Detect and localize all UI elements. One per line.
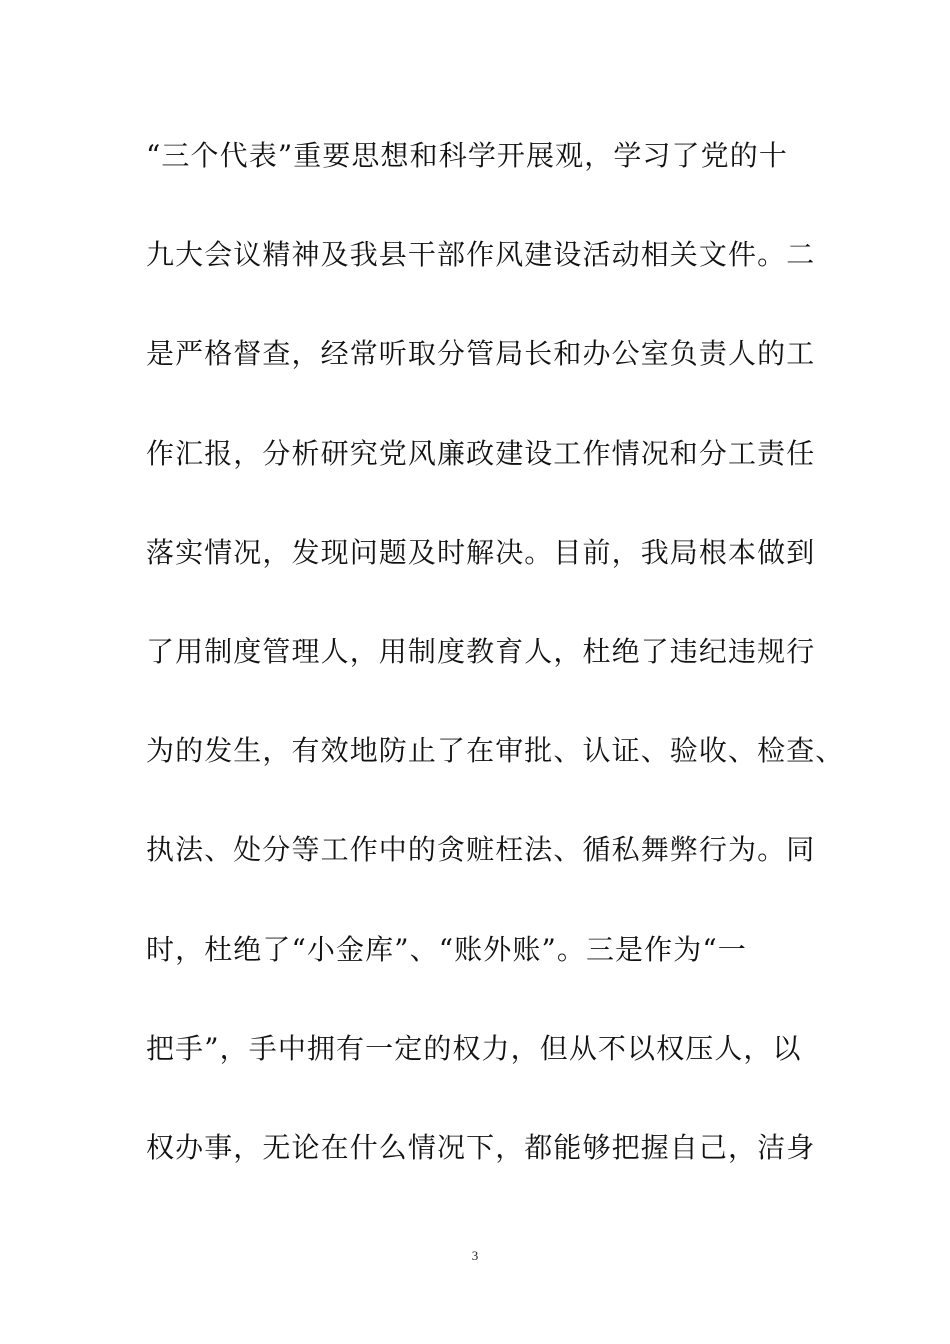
page-number: 3 xyxy=(471,1248,479,1263)
text-line: 把手”，手中拥有一定的权力，但从不以权压人，以 xyxy=(146,1031,802,1065)
text-line: “三个代表”重要思想和科学开展观，学习了党的十 xyxy=(146,139,788,172)
text-line: 落实情况，发现问题及时解决。目前，我局根本做到 xyxy=(146,535,816,569)
text-line: 权办事，无论在什么情况下，都能够把握自己，洁身 xyxy=(146,1130,816,1164)
text-line: 时，杜绝了“小金库”、“账外账”。三是作为“一 xyxy=(146,932,747,966)
text-line: 是严格督查，经常听取分管局长和办公室负责人的工 xyxy=(146,337,816,371)
text-line: 作汇报，分析研究党风廉政建设工作情况和分工责任 xyxy=(146,436,816,470)
text-line: 九大会议精神及我县干部作风建设活动相关文件。二 xyxy=(146,238,816,272)
text-line: 了用制度管理人，用制度教育人，杜绝了违纪违规行 xyxy=(146,634,816,668)
text-line: 为的发生，有效地防止了在审批、认证、验收、检查、 xyxy=(146,734,845,768)
text-line: 执法、处分等工作中的贪赃枉法、循私舞弊行为。同 xyxy=(146,833,816,867)
body-text xyxy=(146,128,846,1219)
